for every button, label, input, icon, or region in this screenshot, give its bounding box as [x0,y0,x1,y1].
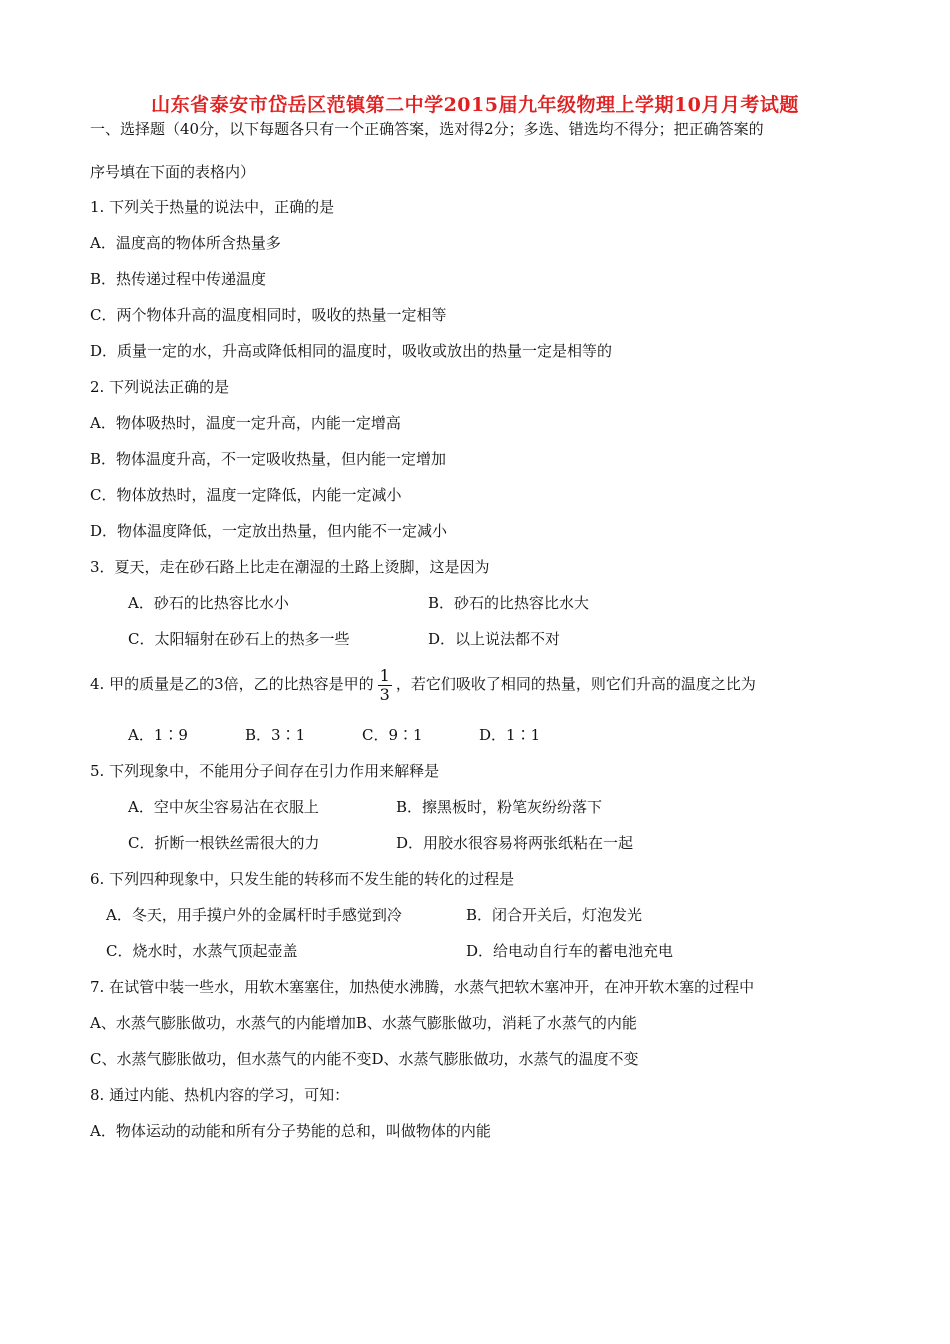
question-6-option-a: A．冬天，用手摸户外的金属杆时手感觉到冷 [106,906,402,924]
question-5-option-a: A．空中灰尘容易沾在衣服上 [128,798,319,816]
section-instructions-line1: 一、选择题（40分，以下每题各只有一个正确答案，选对得2分；多选、错选均不得分；把正确答案的 [90,120,764,138]
question-4-stem-before: 4. 甲的质量是乙的3倍，乙的比热容是甲的 [90,675,374,693]
question-3-option-c: C．太阳辐射在砂石上的热多一些 [128,630,350,648]
question-6-stem: 6. 下列四种现象中，只发生能的转移而不发生能的转化的过程是 [90,870,515,888]
question-6-option-b: B．闭合开关后，灯泡发光 [466,906,643,924]
question-2-stem: 2. 下列说法正确的是 [90,378,230,396]
question-6-option-d: D．给电动自行车的蓄电池充电 [466,942,674,960]
question-4-stem-after: ，若它们吸收了相同的热量，则它们升高的温度之比为 [395,675,756,693]
document-title: 山东省泰安市岱岳区范镇第二中学2015届九年级物理上学期10月月考试题 [151,94,799,116]
question-5-stem: 5. 下列现象中，不能用分子间存在引力作用来解释是 [90,762,440,780]
question-3-stem: 3．夏天，走在砂石路上比走在潮湿的土路上烫脚，这是因为 [90,558,490,576]
question-1-option-a: A．温度高的物体所含热量多 [90,234,281,252]
question-3-option-a: A．砂石的比热容比水小 [128,594,289,612]
fraction-one-third [378,667,392,704]
question-4-option-a: A．1∶9 [128,726,188,744]
question-5-option-c: C．折断一根铁丝需很大的力 [128,834,320,852]
question-7-options-ab: A、水蒸气膨胀做功，水蒸气的内能增加B、水蒸气膨胀做功，消耗了水蒸气的内能 [90,1014,637,1032]
section-instructions-line2: 序号填在下面的表格内） [90,163,256,181]
question-1-option-c: C．两个物体升高的温度相同时，吸收的热量一定相等 [90,306,447,324]
question-1-stem: 1. 下列关于热量的说法中，正确的是 [90,198,335,216]
question-2-option-c: C．物体放热时，温度一定降低，内能一定减小 [90,486,402,504]
question-6-option-c: C．烧水时，水蒸气顶起壶盖 [106,942,298,960]
fraction-numerator: 1 [379,665,390,685]
question-3-option-b: B．砂石的比热容比水大 [428,594,590,612]
question-5-option-b: B．擦黑板时，粉笔灰纷纷落下 [396,798,603,816]
question-4-option-d: D．1∶1 [479,726,541,744]
question-8-option-a: A．物体运动的动能和所有分子势能的总和，叫做物体的内能 [90,1122,491,1140]
question-8-stem: 8. 通过内能、热机内容的学习，可知： [90,1086,350,1104]
question-2-option-a: A．物体吸热时，温度一定升高，内能一定增高 [90,414,401,432]
fraction-denominator: 3 [379,684,390,704]
question-5-option-d: D．用胶水很容易将两张纸粘在一起 [396,834,634,852]
question-4-option-b: B．3∶1 [245,726,306,744]
question-7-options-cd: C、水蒸气膨胀做功，但水蒸气的内能不变D、水蒸气膨胀做功，水蒸气的温度不变 [90,1050,639,1068]
question-1-option-b: B．热传递过程中传递温度 [90,270,267,288]
question-2-option-b: B．物体温度升高，不一定吸收热量，但内能一定增加 [90,450,447,468]
question-7-stem: 7. 在试管中装一些水，用软木塞塞住，加热使水沸腾，水蒸气把软木塞冲开，在冲开软木塞的过程中 [90,978,755,996]
question-4-stem [90,664,756,704]
question-3-option-d: D．以上说法都不对 [428,630,561,648]
question-1-option-d: D．质量一定的水，升高或降低相同的温度时，吸收或放出的热量一定是相等的 [90,342,613,360]
question-4-option-c: C．9∶1 [362,726,423,744]
question-2-option-d: D．物体温度降低，一定放出热量，但内能不一定减小 [90,522,448,540]
